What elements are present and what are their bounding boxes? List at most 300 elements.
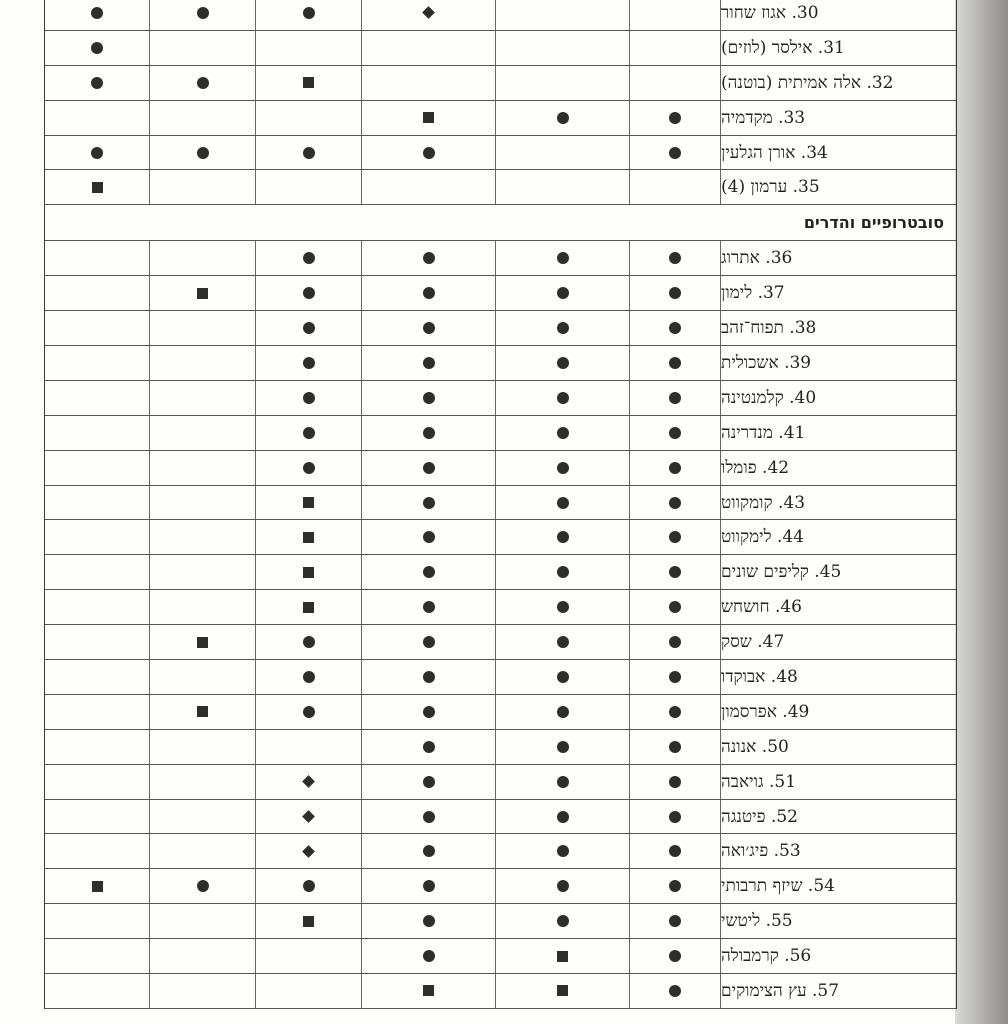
mark-cell <box>362 660 496 694</box>
circle-mark-icon <box>557 531 569 543</box>
square-mark-icon <box>557 951 568 962</box>
mark-cell <box>150 800 256 834</box>
mark-cell <box>496 869 630 903</box>
mark-cell <box>362 451 496 485</box>
mark-cell <box>45 170 150 204</box>
mark-cell <box>362 765 496 799</box>
mark-cell <box>256 416 362 450</box>
mark-cell <box>45 346 150 380</box>
row-label: 45. קליפים שונים <box>721 562 842 583</box>
table-row <box>45 416 956 451</box>
table-row <box>45 590 956 625</box>
circle-mark-icon <box>557 287 569 299</box>
mark-cell <box>362 904 496 938</box>
table-row <box>45 555 956 590</box>
mark-cell <box>256 311 362 345</box>
circle-mark-icon <box>669 985 681 997</box>
circle-mark-icon <box>303 706 315 718</box>
mark-cell <box>150 66 256 100</box>
circle-mark-icon <box>423 671 435 683</box>
table-row <box>45 765 956 800</box>
mark-cell <box>256 520 362 554</box>
mark-cell <box>630 451 721 485</box>
circle-mark-icon <box>557 497 569 509</box>
square-mark-icon <box>303 532 314 543</box>
mark-cell <box>362 276 496 310</box>
row-label: 47. שסק <box>721 632 785 653</box>
circle-mark-icon <box>557 601 569 613</box>
diamond-mark-icon <box>302 845 315 858</box>
square-mark-icon <box>557 985 568 996</box>
mark-cell <box>150 486 256 520</box>
mark-cell <box>630 101 721 135</box>
table-row <box>45 974 956 1009</box>
mark-cell <box>630 381 721 415</box>
table-row <box>45 660 956 695</box>
mark-cell <box>496 0 630 30</box>
mark-cell <box>362 939 496 973</box>
table-row <box>45 0 956 31</box>
circle-mark-icon <box>423 880 435 892</box>
square-mark-icon <box>197 637 208 648</box>
square-mark-icon <box>92 182 103 193</box>
table-row <box>45 101 956 136</box>
table-row <box>45 311 956 346</box>
mark-cell <box>45 136 150 170</box>
mark-cell <box>45 276 150 310</box>
row-label: 50. אנונה <box>721 736 789 757</box>
mark-cell <box>630 765 721 799</box>
table-row <box>45 276 956 311</box>
row-label: 30. אגוז שחור <box>721 2 819 23</box>
mark-cell <box>630 31 721 65</box>
mark-cell <box>496 381 630 415</box>
mark-cell <box>496 486 630 520</box>
mark-cell <box>630 625 721 659</box>
mark-cell <box>362 381 496 415</box>
circle-mark-icon <box>303 462 315 474</box>
mark-cell <box>496 800 630 834</box>
table-row <box>45 241 956 276</box>
mark-cell <box>256 660 362 694</box>
mark-cell <box>496 730 630 764</box>
circle-mark-icon <box>557 880 569 892</box>
circle-mark-icon <box>669 357 681 369</box>
circle-mark-icon <box>669 427 681 439</box>
mark-cell <box>630 730 721 764</box>
mark-cell <box>45 0 150 30</box>
mark-cell <box>256 695 362 729</box>
mark-cell <box>496 416 630 450</box>
mark-cell <box>45 974 150 1008</box>
mark-cell <box>150 451 256 485</box>
mark-cell <box>45 939 150 973</box>
circle-mark-icon <box>303 636 315 648</box>
circle-mark-icon <box>557 741 569 753</box>
mark-cell <box>630 66 721 100</box>
square-mark-icon <box>303 497 314 508</box>
mark-cell <box>496 904 630 938</box>
mark-cell <box>496 974 630 1008</box>
row-label: 57. עץ הצימוקים <box>721 980 840 1001</box>
circle-mark-icon <box>557 671 569 683</box>
mark-cell <box>45 800 150 834</box>
mark-cell <box>256 590 362 624</box>
mark-cell <box>150 834 256 868</box>
mark-cell <box>45 241 150 275</box>
mark-cell <box>496 311 630 345</box>
mark-cell <box>630 346 721 380</box>
square-mark-icon <box>423 112 434 123</box>
mark-cell <box>150 31 256 65</box>
mark-cell <box>496 346 630 380</box>
table-row <box>45 520 956 555</box>
mark-cell <box>256 0 362 30</box>
mark-cell <box>630 276 721 310</box>
mark-cell <box>45 695 150 729</box>
circle-mark-icon <box>423 497 435 509</box>
circle-mark-icon <box>303 392 315 404</box>
circle-mark-icon <box>423 392 435 404</box>
circle-mark-icon <box>91 7 103 19</box>
row-label: 49. אפרסמון <box>721 701 810 722</box>
mark-cell <box>256 834 362 868</box>
circle-mark-icon <box>669 147 681 159</box>
table-row <box>45 834 956 869</box>
mark-cell <box>150 625 256 659</box>
mark-cell <box>630 974 721 1008</box>
mark-cell <box>256 346 362 380</box>
mark-cell <box>362 170 496 204</box>
row-label: 36. אתרוג <box>721 248 793 269</box>
mark-cell <box>630 590 721 624</box>
mark-cell <box>362 520 496 554</box>
circle-mark-icon <box>557 811 569 823</box>
mark-cell <box>150 136 256 170</box>
square-mark-icon <box>197 288 208 299</box>
row-label: 37. לימון <box>721 283 785 304</box>
mark-cell <box>256 625 362 659</box>
mark-cell <box>256 31 362 65</box>
mark-cell <box>362 590 496 624</box>
mark-cell <box>630 520 721 554</box>
circle-mark-icon <box>423 147 435 159</box>
circle-mark-icon <box>669 462 681 474</box>
row-label: 34. אורן הגלעין <box>721 142 828 163</box>
circle-mark-icon <box>423 601 435 613</box>
mark-cell <box>150 660 256 694</box>
table-row <box>45 31 956 66</box>
circle-mark-icon <box>669 811 681 823</box>
circle-mark-icon <box>423 706 435 718</box>
mark-cell <box>256 136 362 170</box>
circle-mark-icon <box>303 322 315 334</box>
circle-mark-icon <box>669 741 681 753</box>
mark-cell <box>45 730 150 764</box>
circle-mark-icon <box>197 880 209 892</box>
row-label: 46. חושחש <box>721 597 802 618</box>
row-label: 48. אבוקדו <box>721 666 798 687</box>
mark-cell <box>496 101 630 135</box>
table-row <box>45 904 956 939</box>
circle-mark-icon <box>557 357 569 369</box>
mark-cell <box>150 241 256 275</box>
circle-mark-icon <box>423 531 435 543</box>
mark-cell <box>496 939 630 973</box>
table-row <box>45 486 956 521</box>
square-mark-icon <box>197 706 208 717</box>
mark-cell <box>45 451 150 485</box>
row-label: 43. קומקווט <box>721 492 806 513</box>
circle-mark-icon <box>557 776 569 788</box>
mark-cell <box>150 555 256 589</box>
mark-cell <box>256 66 362 100</box>
mark-cell <box>630 170 721 204</box>
row-label: 53. פיג׳ואה <box>721 841 801 862</box>
mark-cell <box>150 520 256 554</box>
mark-cell <box>630 834 721 868</box>
table-row <box>45 800 956 835</box>
circle-mark-icon <box>669 287 681 299</box>
mark-cell <box>45 904 150 938</box>
diamond-mark-icon <box>302 810 315 823</box>
mark-cell <box>496 695 630 729</box>
mark-cell <box>362 0 496 30</box>
mark-cell <box>362 346 496 380</box>
row-label: 41. מנדרינה <box>721 422 806 443</box>
mark-cell <box>150 974 256 1008</box>
circle-mark-icon <box>303 671 315 683</box>
fruit-tree-table <box>44 0 957 1009</box>
mark-cell <box>45 66 150 100</box>
mark-cell <box>630 241 721 275</box>
table-row <box>45 136 956 171</box>
square-mark-icon <box>92 881 103 892</box>
row-label: 54. שיזף תרבותי <box>721 876 835 897</box>
mark-cell <box>630 555 721 589</box>
mark-cell <box>45 625 150 659</box>
row-label: 42. פומלו <box>721 457 790 478</box>
circle-mark-icon <box>197 147 209 159</box>
mark-cell <box>150 730 256 764</box>
mark-cell <box>256 555 362 589</box>
mark-cell <box>256 451 362 485</box>
circle-mark-icon <box>91 42 103 54</box>
mark-cell <box>362 136 496 170</box>
row-label: 40. קלמנטינה <box>721 387 817 408</box>
circle-mark-icon <box>423 357 435 369</box>
row-label: 33. מקדמיה <box>721 107 806 128</box>
square-mark-icon <box>423 985 434 996</box>
mark-cell <box>150 0 256 30</box>
table-row <box>45 730 956 765</box>
mark-cell <box>150 765 256 799</box>
circle-mark-icon <box>423 462 435 474</box>
table-row <box>45 346 956 381</box>
square-mark-icon <box>303 602 314 613</box>
mark-cell <box>45 101 150 135</box>
mark-cell <box>45 416 150 450</box>
circle-mark-icon <box>423 252 435 264</box>
mark-cell <box>256 974 362 1008</box>
mark-cell <box>150 416 256 450</box>
circle-mark-icon <box>669 497 681 509</box>
row-label: 56. קרמבולה <box>721 946 812 967</box>
row-label: 55. ליטשי <box>721 911 793 932</box>
circle-mark-icon <box>669 845 681 857</box>
mark-cell <box>150 170 256 204</box>
circle-mark-icon <box>669 322 681 334</box>
mark-cell <box>256 381 362 415</box>
mark-cell <box>362 416 496 450</box>
table-row <box>45 939 956 974</box>
row-label: 38. תפוח־זהב <box>721 318 817 339</box>
mark-cell <box>496 276 630 310</box>
circle-mark-icon <box>669 636 681 648</box>
mark-cell <box>362 31 496 65</box>
square-mark-icon <box>303 916 314 927</box>
row-label: 31. אילסר (לוזים) <box>721 37 845 58</box>
mark-cell <box>630 695 721 729</box>
mark-cell <box>362 625 496 659</box>
circle-mark-icon <box>669 880 681 892</box>
mark-cell <box>496 66 630 100</box>
mark-cell <box>362 834 496 868</box>
row-label: 51. גויאבה <box>721 771 797 792</box>
mark-cell <box>45 765 150 799</box>
mark-cell <box>362 974 496 1008</box>
mark-cell <box>45 520 150 554</box>
circle-mark-icon <box>557 915 569 927</box>
mark-cell <box>150 939 256 973</box>
circle-mark-icon <box>423 566 435 578</box>
mark-cell <box>362 66 496 100</box>
table-row <box>45 695 956 730</box>
mark-cell <box>630 904 721 938</box>
circle-mark-icon <box>303 427 315 439</box>
circle-mark-icon <box>423 776 435 788</box>
mark-cell <box>45 381 150 415</box>
mark-cell <box>45 486 150 520</box>
mark-cell <box>630 486 721 520</box>
mark-cell <box>362 869 496 903</box>
circle-mark-icon <box>197 77 209 89</box>
mark-cell <box>496 170 630 204</box>
circle-mark-icon <box>197 7 209 19</box>
mark-cell <box>45 311 150 345</box>
mark-cell <box>256 170 362 204</box>
mark-cell <box>362 241 496 275</box>
circle-mark-icon <box>423 427 435 439</box>
mark-cell <box>496 451 630 485</box>
mark-cell <box>150 590 256 624</box>
circle-mark-icon <box>669 706 681 718</box>
mark-cell <box>256 241 362 275</box>
table-row <box>45 66 956 101</box>
circle-mark-icon <box>669 776 681 788</box>
row-label: 39. אשכולית <box>721 352 812 373</box>
mark-cell <box>150 101 256 135</box>
mark-cell <box>362 311 496 345</box>
circle-mark-icon <box>557 392 569 404</box>
mark-cell <box>630 800 721 834</box>
mark-cell <box>150 904 256 938</box>
mark-cell <box>45 31 150 65</box>
circle-mark-icon <box>423 845 435 857</box>
circle-mark-icon <box>557 462 569 474</box>
circle-mark-icon <box>303 252 315 264</box>
circle-mark-icon <box>303 7 315 19</box>
mark-cell <box>150 311 256 345</box>
mark-cell <box>496 625 630 659</box>
circle-mark-icon <box>423 915 435 927</box>
mark-cell <box>256 101 362 135</box>
mark-cell <box>496 31 630 65</box>
mark-cell <box>630 869 721 903</box>
table-row <box>45 625 956 660</box>
circle-mark-icon <box>669 601 681 613</box>
circle-mark-icon <box>557 636 569 648</box>
mark-cell <box>150 346 256 380</box>
mark-cell <box>150 869 256 903</box>
diamond-mark-icon <box>302 775 315 788</box>
circle-mark-icon <box>557 252 569 264</box>
mark-cell <box>362 695 496 729</box>
circle-mark-icon <box>303 357 315 369</box>
circle-mark-icon <box>557 427 569 439</box>
mark-cell <box>45 590 150 624</box>
row-label: 44. לימקווט <box>721 527 804 548</box>
mark-cell <box>362 730 496 764</box>
mark-cell <box>256 800 362 834</box>
circle-mark-icon <box>669 671 681 683</box>
circle-mark-icon <box>669 392 681 404</box>
table-row <box>45 170 956 205</box>
circle-mark-icon <box>91 147 103 159</box>
circle-mark-icon <box>423 287 435 299</box>
circle-mark-icon <box>669 531 681 543</box>
circle-mark-icon <box>423 741 435 753</box>
mark-cell <box>362 101 496 135</box>
circle-mark-icon <box>557 322 569 334</box>
mark-cell <box>256 904 362 938</box>
mark-cell <box>496 834 630 868</box>
table-row <box>45 451 956 486</box>
mark-cell <box>150 695 256 729</box>
row-label: 35. ערמון (4) <box>721 177 820 198</box>
mark-cell <box>496 241 630 275</box>
mark-cell <box>496 136 630 170</box>
mark-cell <box>256 486 362 520</box>
mark-cell <box>630 136 721 170</box>
section-header-row <box>45 205 956 241</box>
mark-cell <box>45 869 150 903</box>
mark-cell <box>256 276 362 310</box>
circle-mark-icon <box>91 77 103 89</box>
mark-cell <box>630 311 721 345</box>
mark-cell <box>362 555 496 589</box>
mark-cell <box>362 486 496 520</box>
circle-mark-icon <box>669 252 681 264</box>
mark-cell <box>256 765 362 799</box>
mark-cell <box>496 590 630 624</box>
circle-mark-icon <box>669 112 681 124</box>
circle-mark-icon <box>423 811 435 823</box>
mark-cell <box>496 765 630 799</box>
circle-mark-icon <box>557 112 569 124</box>
mark-cell <box>150 276 256 310</box>
mark-cell <box>45 555 150 589</box>
